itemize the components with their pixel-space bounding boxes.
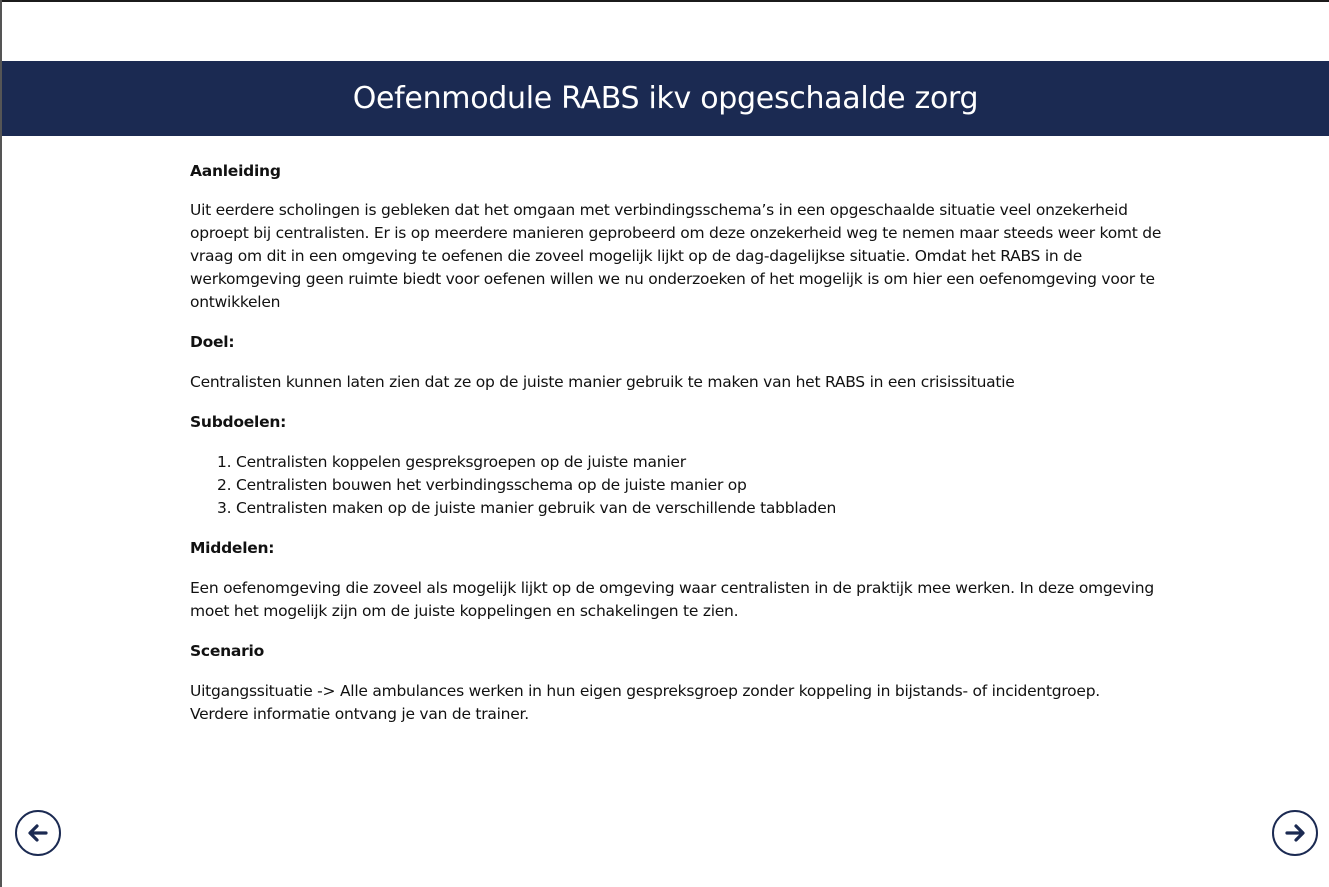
scenario-line-1: Uitgangssituatie -> Alle ambulances werken in hun eigen gespreksgroep zonder koppeling in bijstands- of incidentgroep. [190, 682, 1100, 700]
middelen-heading: Middelen: [190, 539, 275, 557]
subdoelen-list [190, 451, 1175, 520]
list-item: 3. Centralisten maken op de juiste manier gebruik van de verschillende tabbladen [236, 497, 1175, 520]
main-content [190, 160, 1175, 726]
doel-text: Centralisten kunnen laten zien dat ze op de juiste manier gebruik te maken van het RABS in een crisissituatie [190, 373, 1015, 391]
page-title: Oefenmodule RABS ikv opgeschaalde zorg [352, 81, 979, 116]
arrow-right-icon [1283, 821, 1307, 845]
next-button[interactable] [1272, 810, 1318, 856]
page-header [2, 61, 1329, 136]
window-top-border [0, 0, 1329, 2]
scenario-heading: Scenario [190, 642, 264, 660]
scenario-text [190, 680, 1175, 726]
subdoelen-heading: Subdoelen: [190, 413, 287, 431]
aanleiding-heading: Aanleiding [190, 162, 281, 180]
arrow-left-icon [26, 821, 50, 845]
aanleiding-text: Uit eerdere scholingen is gebleken dat het omgaan met verbindingsschema’s in een opgeschaalde situatie veel onzekerheid oproept bij centralisten. Er is op meerdere manieren geprobeerd om deze onzekerheid weg te nemen maar steeds weer komt de vraag om dit in een omgeving te oefenen die zoveel mogelijk lijkt op de dag-dagelijkse situatie. Omdat het RABS in de werkomgeving geen ruimte biedt voor oefenen willen we nu onderzoeken of het mogelijk is om hier een oefenomgeving voor te ontwikkelen [190, 201, 1162, 311]
previous-button[interactable] [15, 810, 61, 856]
doel-heading: Doel: [190, 333, 235, 351]
middelen-text: Een oefenomgeving die zoveel als mogelijk lijkt op de omgeving waar centralisten in de praktijk mee werken. In deze omgeving moet het mogelijk zijn om de juiste koppelingen en schakelingen te zien. [190, 579, 1154, 620]
scenario-line-2: Verdere informatie ontvang je van de trainer. [190, 705, 529, 723]
list-item: 1. Centralisten koppelen gespreksgroepen op de juiste manier [236, 451, 1175, 474]
list-item: 2. Centralisten bouwen het verbindingsschema op de juiste manier op [236, 474, 1175, 497]
